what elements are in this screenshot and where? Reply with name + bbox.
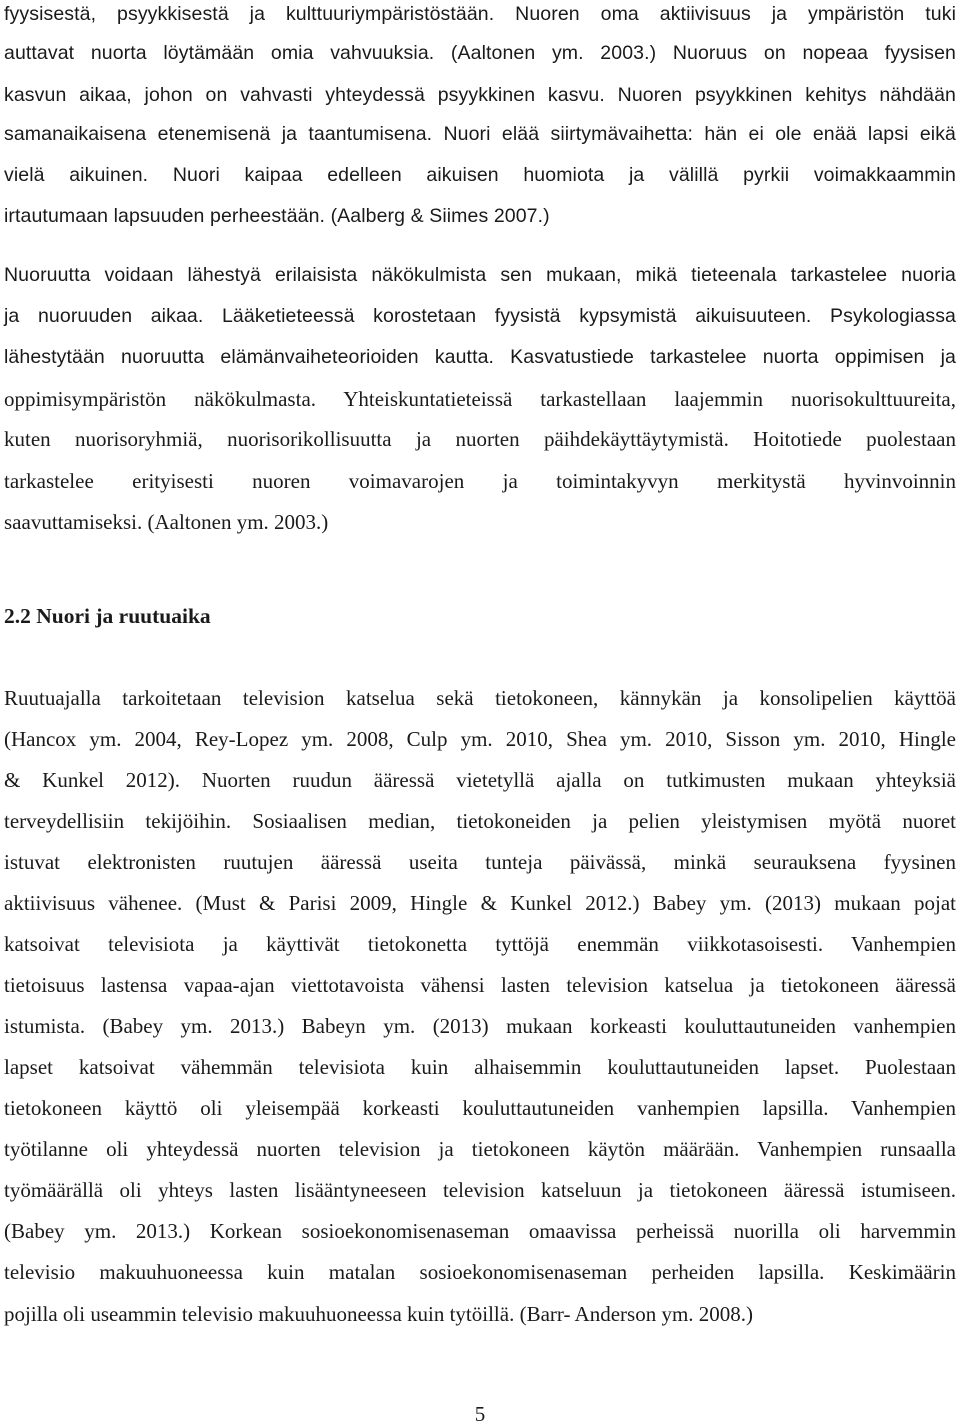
paragraph-3-line: istuvat elektronisten ruutujen ääressä useita tunteja päivässä, minkä seurauksena fyysinen [4,850,956,874]
paragraph-2-line: Nuoruutta voidaan lähestyä erilaisista näkökulmista sen mukaan, mikä tieteenala tarkastelee nuoria [4,264,956,286]
paragraph-1-line: vielä aikuinen. Nuori kaipaa edelleen aikuisen huomiota ja välillä pyrkii voimakkaammin [4,164,956,186]
paragraph-3-line: tietoisuus lastensa vapaa-ajan viettotavoista vähensi lasten television katselua ja tietokoneen ääressä [4,973,956,997]
paragraph-3-line: lapset katsoivat vähemmän televisiota kuin alhaisemmin kouluttautuneiden lapset. Puolestaan [4,1055,956,1079]
paragraph-1-line: samanaikaisena etenemisenä ja taantumisena. Nuori elää siirtymävaihetta: hän ei ole enää lapsi eikä [4,123,956,145]
paragraph-3-line: tietokoneen käyttö oli yleisempää korkeasti kouluttautuneiden vanhempien lapsilla. Vanhempien [4,1096,956,1120]
paragraph-2-line: lähestytään nuoruutta elämänvaiheteorioiden kautta. Kasvatustiede tarkastelee nuorta oppimisen ja [4,346,956,368]
paragraph-3-line: (Hancox ym. 2004, Rey-Lopez ym. 2008, Culp ym. 2010, Shea ym. 2010, Sisson ym. 2010, Hingle [4,727,956,751]
paragraph-2-line: tarkastelee erityisesti nuoren voimavarojen ja toimintakyvyn merkitystä hyvinvoinnin [4,469,956,493]
paragraph-3-line: Ruutuajalla tarkoitetaan television katselua sekä tietokoneen, kännykän ja konsolipelien käyttöä [4,686,956,710]
section-heading: 2.2 Nuori ja ruutuaika [4,604,211,628]
paragraph-1-line: fyysisestä, psyykkisestä ja kulttuuriympäristöstään. Nuoren oma aktiivisuus ja ympäristön tuki [4,3,956,25]
paragraph-3-line: (Babey ym. 2013.) Korkean sosioekonomisenaseman omaavissa perheissä nuorilla oli harvemmin [4,1219,956,1243]
paragraph-3-line: pojilla oli useammin televisio makuuhuoneessa kuin tytöillä. (Barr- Anderson ym. 2008.) [4,1302,754,1326]
paragraph-3-line: katsoivat televisiota ja käyttivät tietokonetta tyttöjä enemmän viikkotasoisesti. Vanhempien [4,932,956,956]
paragraph-3-line: & Kunkel 2012). Nuorten ruudun ääressä vietetyllä ajalla on tutkimusten mukaan yhteyksiä [4,768,956,792]
paragraph-1-line: kasvun aikaa, johon on vahvasti yhteydessä psyykkinen kasvu. Nuoren psyykkinen kehitys nähdään [4,84,956,106]
paragraph-2-line: saavuttamiseksi. (Aaltonen ym. 2003.) [4,510,329,534]
paragraph-1-line: auttavat nuorta löytämään omia vahvuuksia. (Aaltonen ym. 2003.) Nuoruus on nopeaa fyysisen [4,42,956,64]
paragraph-3-line: työtilanne oli yhteydessä nuorten television ja tietokoneen käytön määrään. Vanhempien runsaalla [4,1137,956,1161]
paragraph-2-line: ja nuoruuden aikaa. Lääketieteessä korostetaan fyysistä kypsymistä aikuisuuteen. Psykologiassa [4,305,956,327]
paragraph-3-line: istumista. (Babey ym. 2013.) Babeyn ym. (2013) mukaan korkeasti kouluttautuneiden vanhempien [4,1014,956,1038]
paragraph-3-line: aktiivisuus vähenee. (Must & Parisi 2009, Hingle & Kunkel 2012.) Babey ym. (2013) mukaan pojat [4,891,956,915]
paragraph-2-line: kuten nuorisoryhmiä, nuorisorikollisuutta ja nuorten päihdekäyttäytymistä. Hoitotiede puolestaan [4,427,956,451]
paragraph-3-line: televisio makuuhuoneessa kuin matalan sosioekonomisenaseman perheiden lapsilla. Keskimäärin [4,1260,956,1284]
paragraph-2-line: oppimisympäristön näkökulmasta. Yhteiskuntatieteissä tarkastellaan laajemmin nuorisokulttuureita, [4,387,956,411]
paragraph-1-line: irtautumaan lapsuuden perheestään. (Aalberg & Siimes 2007.) [4,205,550,227]
paragraph-3-line: työmäärällä oli yhteys lasten lisääntyneeseen television katseluun ja tietokoneen ääressä istumiseen. [4,1178,956,1202]
page-number: 5 [474,1402,486,1426]
paragraph-3-line: terveydellisiin tekijöihin. Sosiaalisen median, tietokoneiden ja pelien yleistymisen myötä nuoret [4,809,956,833]
